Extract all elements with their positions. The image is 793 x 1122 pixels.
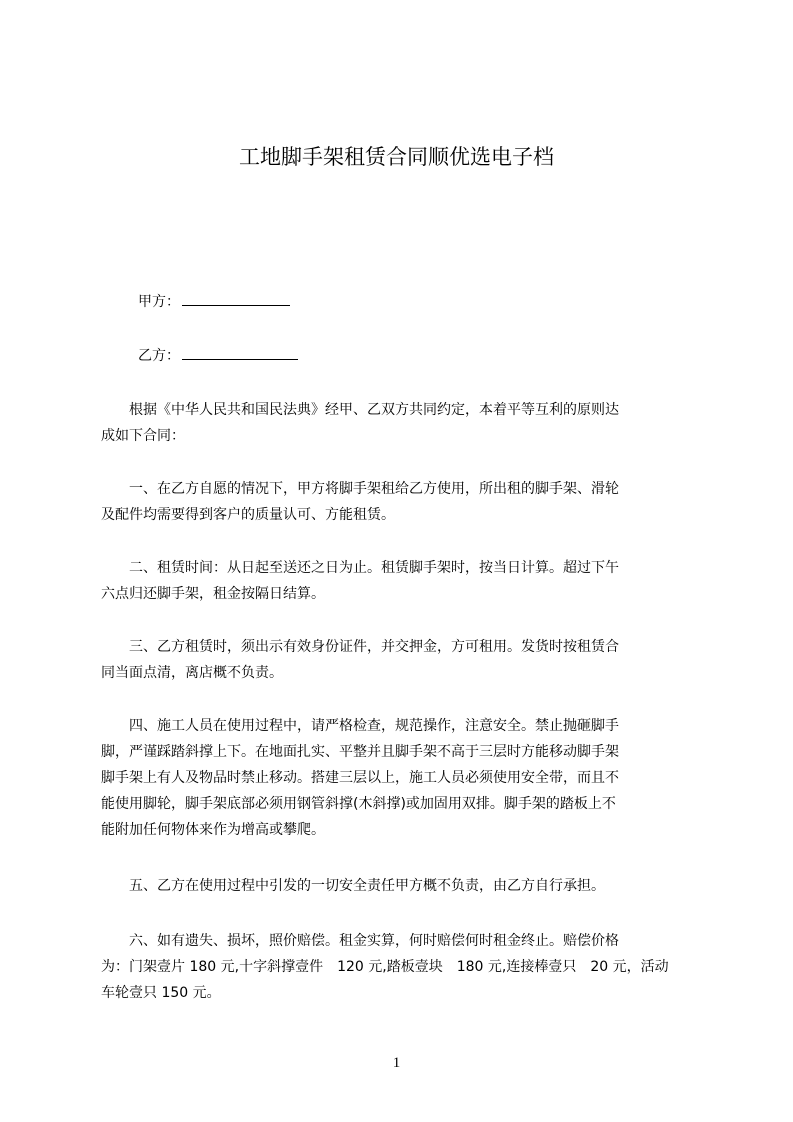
party-b-field <box>138 345 298 366</box>
paragraph-line: 能附加任何物体来作为增高或攀爬。 <box>101 822 325 838</box>
paragraph-line: 能使用脚轮，脚手架底部必须用钢管斜撑(木斜撑)或加固用双排。脚手架的踏板上不 <box>101 796 616 812</box>
paragraph-line: 车轮壹只 150 元。 <box>101 985 221 1001</box>
paragraph-line: 五、乙方在使用过程中引发的一切安全责任甲方概不负责，由乙方自行承担。 <box>101 878 605 894</box>
paragraph-clause-4 <box>101 713 701 843</box>
paragraph-line: 六点归还脚手架，租金按隔日结算。 <box>101 586 325 602</box>
paragraph-line: 为：门架壹片 180 元,十字斜撑壹件 120 元,踏板壹块 180 元,连接棒壹只 20 元，活动 <box>101 959 669 975</box>
party-b-label: 乙方： <box>138 348 180 364</box>
paragraph-clause-3 <box>101 634 701 686</box>
party-b-blank-line <box>182 345 298 360</box>
paragraph-clause-1 <box>101 476 701 528</box>
paragraph-line: 四、施工人员在使用过程中，请严格检查，规范操作，注意安全。禁止抛砸脚手 <box>101 718 619 734</box>
paragraph-line: 六、如有遗失、损坏，照价赔偿。租金实算，何时赔偿何时租金终止。赔偿价格 <box>101 933 619 949</box>
paragraph-line: 根据《中华人民共和国民法典》经甲、乙双方共同约定，本着平等互利的原则达 <box>101 402 619 418</box>
document-title: 工地脚手架租赁合同顺优选电子档 <box>239 145 554 169</box>
paragraph-line: 同当面点清，离店概不负责。 <box>101 665 283 681</box>
party-a-blank-line <box>182 291 290 306</box>
paragraph-line: 脚，严谨踩踏斜撑上下。在地面扎实、平整并且脚手架不高于三层时方能移动脚手架 <box>101 744 619 760</box>
paragraph-clause-2 <box>101 555 701 607</box>
party-a-label: 甲方： <box>138 294 180 310</box>
paragraph-line: 三、乙方租赁时，须出示有效身份证件，并交押金，方可租用。发货时按租赁合 <box>101 639 619 655</box>
paragraph-line: 脚手架上有人及物品时禁止移动。搭建三层以上，施工人员必须使用安全带，而且不 <box>101 770 619 786</box>
party-a-field <box>138 291 290 312</box>
paragraph-clause-6 <box>101 928 701 1006</box>
page-number: 1 <box>392 1055 401 1071</box>
paragraph-line: 及配件均需要得到客户的质量认可、方能租赁。 <box>101 507 395 523</box>
paragraph-clause-5 <box>101 873 701 899</box>
paragraph-line: 一、在乙方自愿的情况下，甲方将脚手架租给乙方使用，所出租的脚手架、滑轮 <box>101 481 619 497</box>
paragraph-preamble <box>101 397 701 449</box>
paragraph-line: 成如下合同： <box>101 428 185 444</box>
paragraph-line: 二、租赁时间：从日起至送还之日为止。租赁脚手架时，按当日计算。超过下午 <box>101 560 619 576</box>
